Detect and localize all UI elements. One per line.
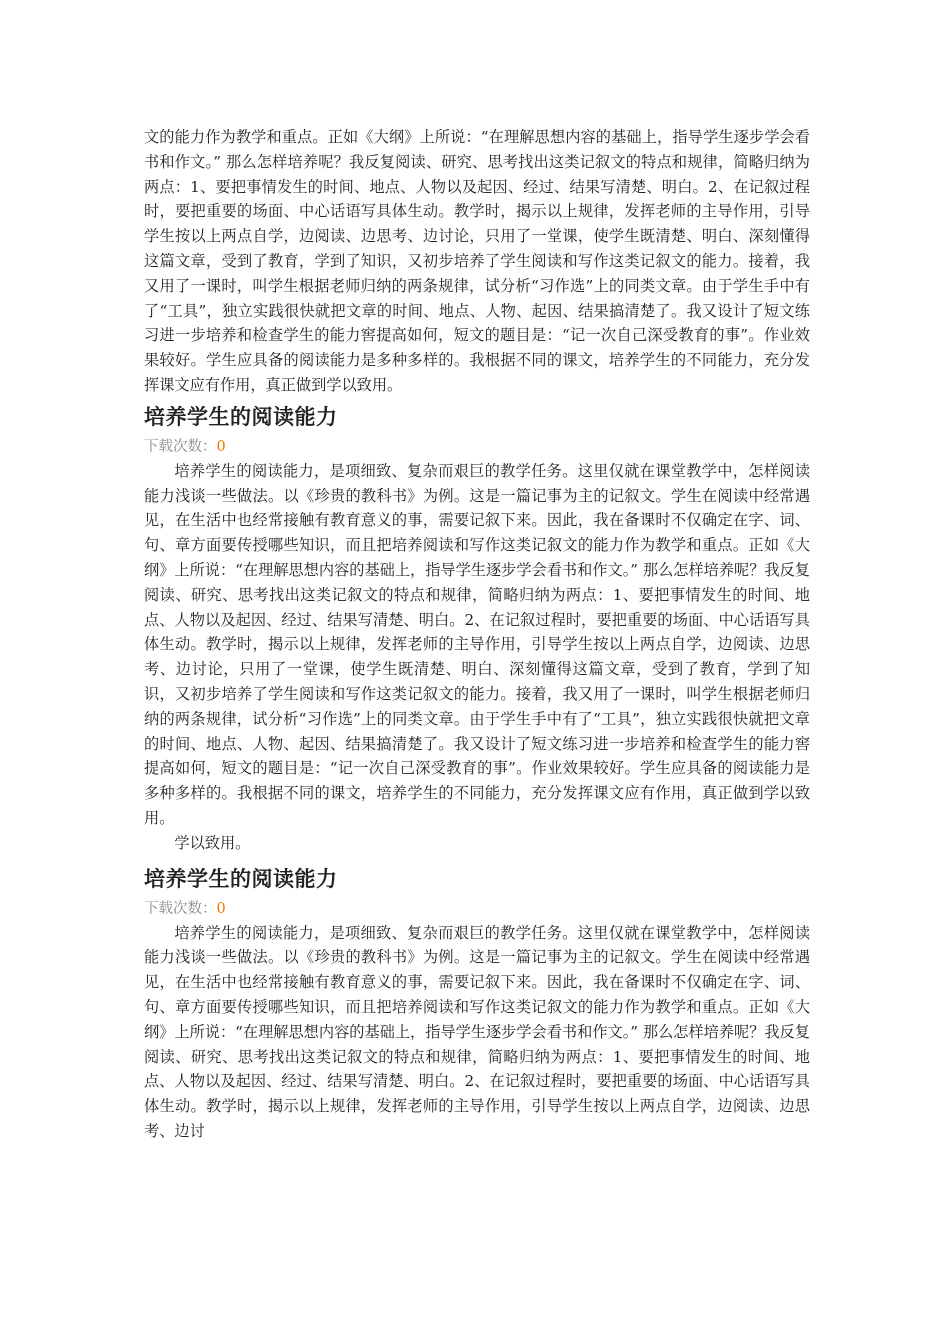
article-section (144, 862, 810, 1144)
download-count-label: 下载次数： (144, 438, 217, 455)
section-tail: 学以致用。 (174, 833, 251, 852)
download-count-value: 0 (216, 438, 226, 455)
download-count-value: 0 (216, 900, 226, 917)
section-title: 培养学生的阅读能力 (144, 866, 338, 891)
intro-paragraph: 文的能力作为教学和重点。正如《大纲》上所说：“在理解思想内容的基础上，指导学生逐步学会看书和作文。” 那么怎样培养呢？我反复阅读、研究、思考找出这类记叙文的特点和规律，简略归纳为两点：1、要把事情发生的时间、地点、人物以及起因、经过、结果写清楚、明白。2、在记叙过程时，要把重要的场面、中心话语写具体生动。教学时，揭示以上规律，发挥老师的主导作用，引导学生按以上两点自学，边阅读、边思考、边讨论，只用了一堂课，使学生既清楚、明白、深刻懂得这篇文章，受到了教育，学到了知识，又初步培养了学生阅读和写作这类记叙文的能力。接着，我又用了一课时，叫学生根据老师归纳的两条规律，试分析“习作选”上的同类文章。由于学生手中有了“工具”，独立实践很快就把文章的时间、地点、人物、起因、结果搞清楚了。我又设计了短文练习进一步培养和检查学生的能力窖提高如何，短文的题目是：“记一次自己深受教育的事”。作业效果较好。学生应具备的阅读能力是多种多样的。我根据不同的课文，培养学生的不同能力，充分发挥课文应有作用，真正做到学以致用。 (144, 128, 810, 394)
download-count-row (144, 436, 810, 458)
document-page (144, 125, 810, 1150)
section-title: 培养学生的阅读能力 (144, 404, 338, 429)
section-body: 培养学生的阅读能力，是项细致、复杂而艰巨的教学任务。这里仅就在课堂教学中，怎样阅读能力浅谈一些做法。以《珍贵的教科书》为例。这是一篇记事为主的记叙文。学生在阅读中经常遇见，在生活中也经常接触有教育意义的事，需要记叙下来。因此，我在备课时不仅确定在字、词、句、章方面要传授哪些知识，而且把培养阅读和写作这类记叙文的能力作为教学和重点。正如《大纲》上所说：“在理解思想内容的基础上，指导学生逐步学会看书和作文。” 那么怎样培养呢？我反复阅读、研究、思考找出这类记叙文的特点和规律，简略归纳为两点：1、要把事情发生的时间、地点、人物以及起因、经过、结果写清楚、明白。2、在记叙过程时，要把重要的场面、中心话语写具体生动。教学时，揭示以上规律，发挥老师的主导作用，引导学生按以上两点自学，边阅读、边思考、边讨论，只用了一堂课，使学生既清楚、明白、深刻懂得这篇文章，受到了教育，学到了知识，又初步培养了学生阅读和写作这类记叙文的能力。接着，我又用了一课时，叫学生根据老师归纳的两条规律，试分析“习作选”上的同类文章。由于学生手中有了“工具”，独立实践很快就把文章的时间、地点、人物、起因、结果搞清楚了。我又设计了短文练习进一步培养和检查学生的能力窖提高如何，短文的题目是：“记一次自己深受教育的事”。作业效果较好。学生应具备的阅读能力是多种多样的。我根据不同的课文，培养学生的不同能力，充分发挥课文应有作用，真正做到学以致用。 (144, 461, 810, 827)
download-count-label: 下载次数： (144, 900, 217, 917)
article-section (144, 400, 810, 856)
download-count-row (144, 898, 810, 920)
section-body: 培养学生的阅读能力，是项细致、复杂而艰巨的教学任务。这里仅就在课堂教学中，怎样阅读能力浅谈一些做法。以《珍贵的教科书》为例。这是一篇记事为主的记叙文。学生在阅读中经常遇见，在生活中也经常接触有教育意义的事，需要记叙下来。因此，我在备课时不仅确定在字、词、句、章方面要传授哪些知识，而且把培养阅读和写作这类记叙文的能力作为教学和重点。正如《大纲》上所说：“在理解思想内容的基础上，指导学生逐步学会看书和作文。” 那么怎样培养呢？我反复阅读、研究、思考找出这类记叙文的特点和规律，简略归纳为两点：1、要把事情发生的时间、地点、人物以及起因、经过、结果写清楚、明白。2、在记叙过程时，要把重要的场面、中心话语写具体生动。教学时，揭示以上规律，发挥老师的主导作用，引导学生按以上两点自学，边阅读、边思考、边讨 (144, 923, 810, 1140)
